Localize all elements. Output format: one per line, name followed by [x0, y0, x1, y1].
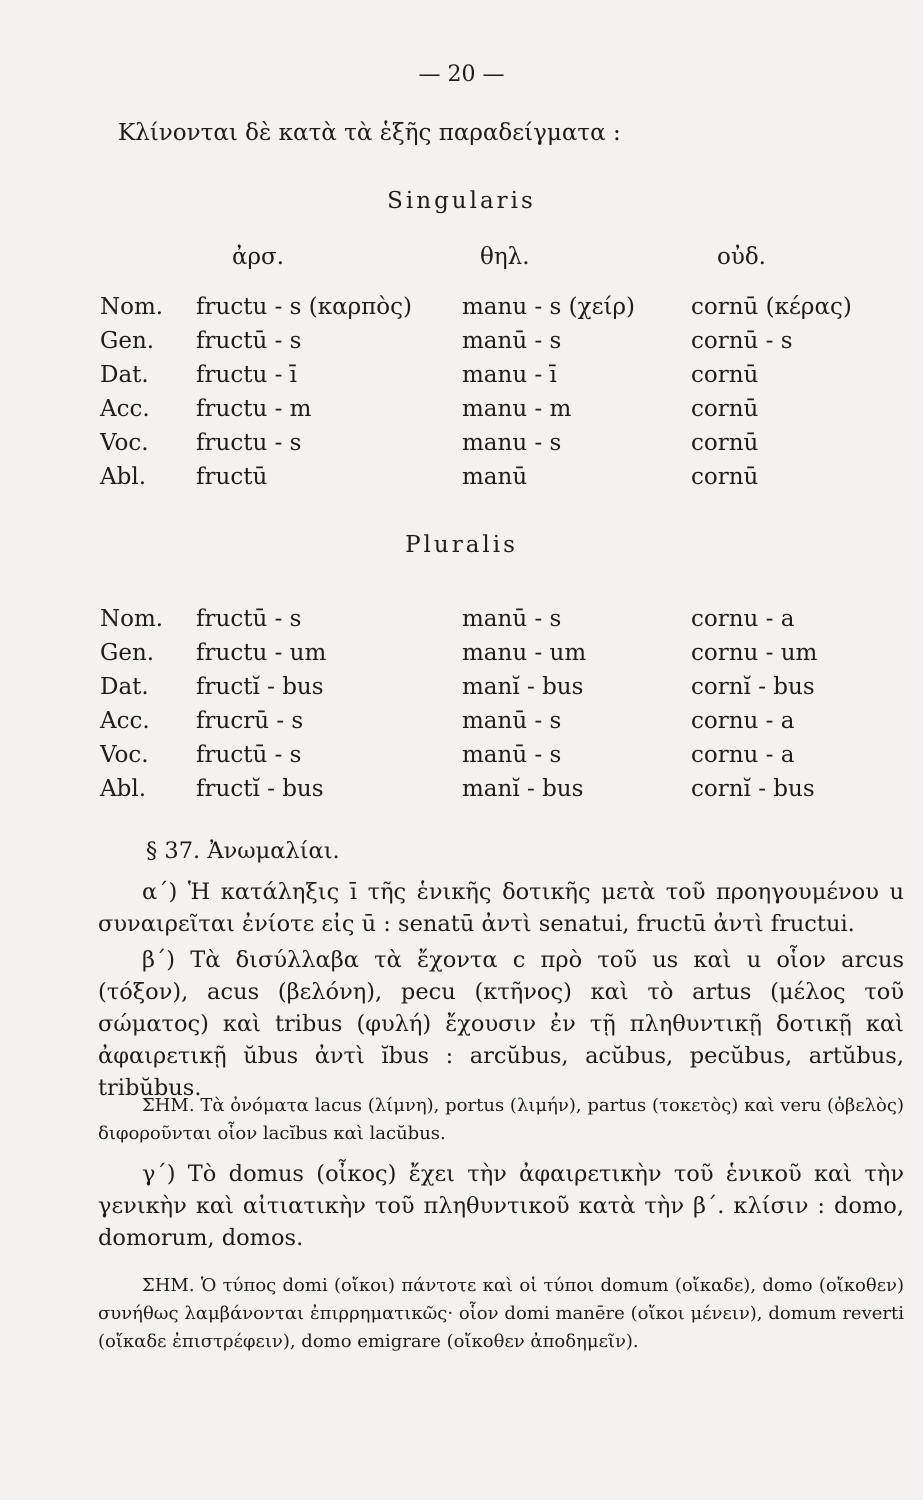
neuter-form: cornĭ - bus: [691, 674, 815, 700]
table-row: [0, 708, 923, 742]
header-neuter: οὐδ.: [717, 244, 766, 270]
case-label: Acc.: [100, 396, 150, 422]
table-row: [0, 640, 923, 674]
neuter-form: cornu - um: [691, 640, 818, 666]
masculine-form: frucrū - s: [196, 708, 304, 734]
feminine-form: manū: [462, 464, 528, 490]
case-label: Abl.: [100, 464, 146, 490]
table-row: [0, 396, 923, 430]
case-label: Gen.: [100, 328, 155, 354]
intro-line: Κλίνονται δὲ κατὰ τὰ ἑξῆς παραδείγματα :: [118, 120, 621, 146]
masculine-form: fructu - s: [196, 430, 302, 456]
feminine-form: manu - ī: [462, 362, 557, 388]
table-row: [0, 674, 923, 708]
table-row: [0, 742, 923, 776]
neuter-form: cornū: [691, 464, 759, 490]
masculine-form: fructū - s: [196, 606, 302, 632]
case-label: Acc.: [100, 708, 150, 734]
header-masculine: ἀρσ.: [232, 244, 285, 270]
neuter-form: cornu - a: [691, 606, 795, 632]
table-row: [0, 294, 923, 328]
paragraph-beta: β΄) Τὰ δισύλλαβα τὰ ἔχοντα c πρὸ τοῦ us καὶ u οἷον arcus (τόξον), acus (βελόνη), pecu (κτῆνος) καὶ τὸ artus (μέλος τοῦ σώματος) καὶ tribus (φυλή) ἔχουσιν ἐν τῇ πληθυντικῇ δοτικῇ καὶ ἀφαιρετικῇ ŭbus ἀντὶ ĭbus : arcŭbus, acŭbus, pecŭbus, artŭbus, tribŭbus.: [98, 947, 904, 1101]
neuter-form: cornu - a: [691, 708, 795, 734]
feminine-form: manĭ - bus: [462, 674, 584, 700]
masculine-form: fructū: [196, 464, 268, 490]
masculine-form: fructu - ī: [196, 362, 298, 388]
feminine-form: manu - s (χείρ): [462, 294, 635, 320]
neuter-form: cornū: [691, 396, 759, 422]
pluralis-title: Pluralis: [405, 532, 518, 558]
section-37-heading: § 37. Ἀνωμαλίαι.: [146, 838, 340, 864]
singularis-headers: [0, 244, 923, 278]
table-row: [0, 328, 923, 362]
neuter-form: cornū: [691, 362, 759, 388]
masculine-form: fructū - s: [196, 742, 302, 768]
masculine-form: fructĭ - bus: [196, 776, 324, 802]
table-row: [0, 606, 923, 640]
case-label: Voc.: [100, 742, 149, 768]
paragraph-gamma: γ΄) Τὸ domus (οἶκος) ἔχει τὴν ἀφαιρετικὴν τοῦ ἑνικοῦ καὶ τὴν γενικὴν καὶ αἰτιατικὴν τοῦ πληθυντικοῦ κατὰ τὴν β΄. κλίσιν : domo, domorum, domos.: [98, 1161, 904, 1251]
feminine-form: manu - s: [462, 430, 562, 456]
table-row: [0, 362, 923, 396]
masculine-form: fructu - s (καρπὸς): [196, 294, 412, 320]
case-label: Abl.: [100, 776, 146, 802]
feminine-form: manū - s: [462, 708, 562, 734]
paragraph-alpha: α΄) Ἡ κατάληξις ī τῆς ἑνικῆς δοτικῆς μετὰ τοῦ προηγουμένου u συναιρεῖται ἐνίοτε εἰς ū : senatū ἀντὶ senatui, fructū ἀντὶ fructui.: [98, 879, 904, 937]
feminine-form: manū - s: [462, 328, 562, 354]
feminine-form: manu - um: [462, 640, 587, 666]
feminine-form: manū - s: [462, 742, 562, 768]
neuter-form: cornū (κέρας): [691, 294, 852, 320]
table-row: [0, 776, 923, 810]
feminine-form: manū - s: [462, 606, 562, 632]
case-label: Dat.: [100, 362, 149, 388]
case-label: Gen.: [100, 640, 155, 666]
header-feminine: θηλ.: [480, 244, 530, 270]
case-label: Nom.: [100, 294, 164, 320]
masculine-form: fructū - s: [196, 328, 302, 354]
neuter-form: cornū: [691, 430, 759, 456]
feminine-form: manĭ - bus: [462, 776, 584, 802]
note-1: ΣΗΜ. Τὰ ὀνόματα lacus (λίμνη), portus (λιμήν), partus (τοκετὸς) καὶ veru (ὀβελὸς) διφοροῦνται οἷον lacĭbus καὶ lacŭbus.: [98, 1095, 904, 1144]
masculine-form: fructu - m: [196, 396, 312, 422]
feminine-form: manu - m: [462, 396, 572, 422]
table-row: [0, 430, 923, 464]
table-row: [0, 464, 923, 498]
neuter-form: cornĭ - bus: [691, 776, 815, 802]
case-label: Nom.: [100, 606, 164, 632]
case-label: Voc.: [100, 430, 149, 456]
masculine-form: fructu - um: [196, 640, 327, 666]
note-2: ΣΗΜ. Ὁ τύπος domi (οἴκοι) πάντοτε καὶ οἱ τύποι domum (οἴκαδε), domo (οἴκοθεν) συνήθως λαμβάνονται ἐπιρρηματικῶς· οἷον domi manēre (οἴκοι μένειν), domum reverti (οἴκαδε ἐπιστρέφειν), domo emigrare (οἴκοθεν ἀποδημεῖν).: [98, 1275, 904, 1352]
page-number: — 20 —: [418, 62, 505, 87]
masculine-form: fructĭ - bus: [196, 674, 324, 700]
neuter-form: cornu - a: [691, 742, 795, 768]
neuter-form: cornū - s: [691, 328, 793, 354]
case-label: Dat.: [100, 674, 149, 700]
singularis-title: Singularis: [387, 188, 536, 214]
